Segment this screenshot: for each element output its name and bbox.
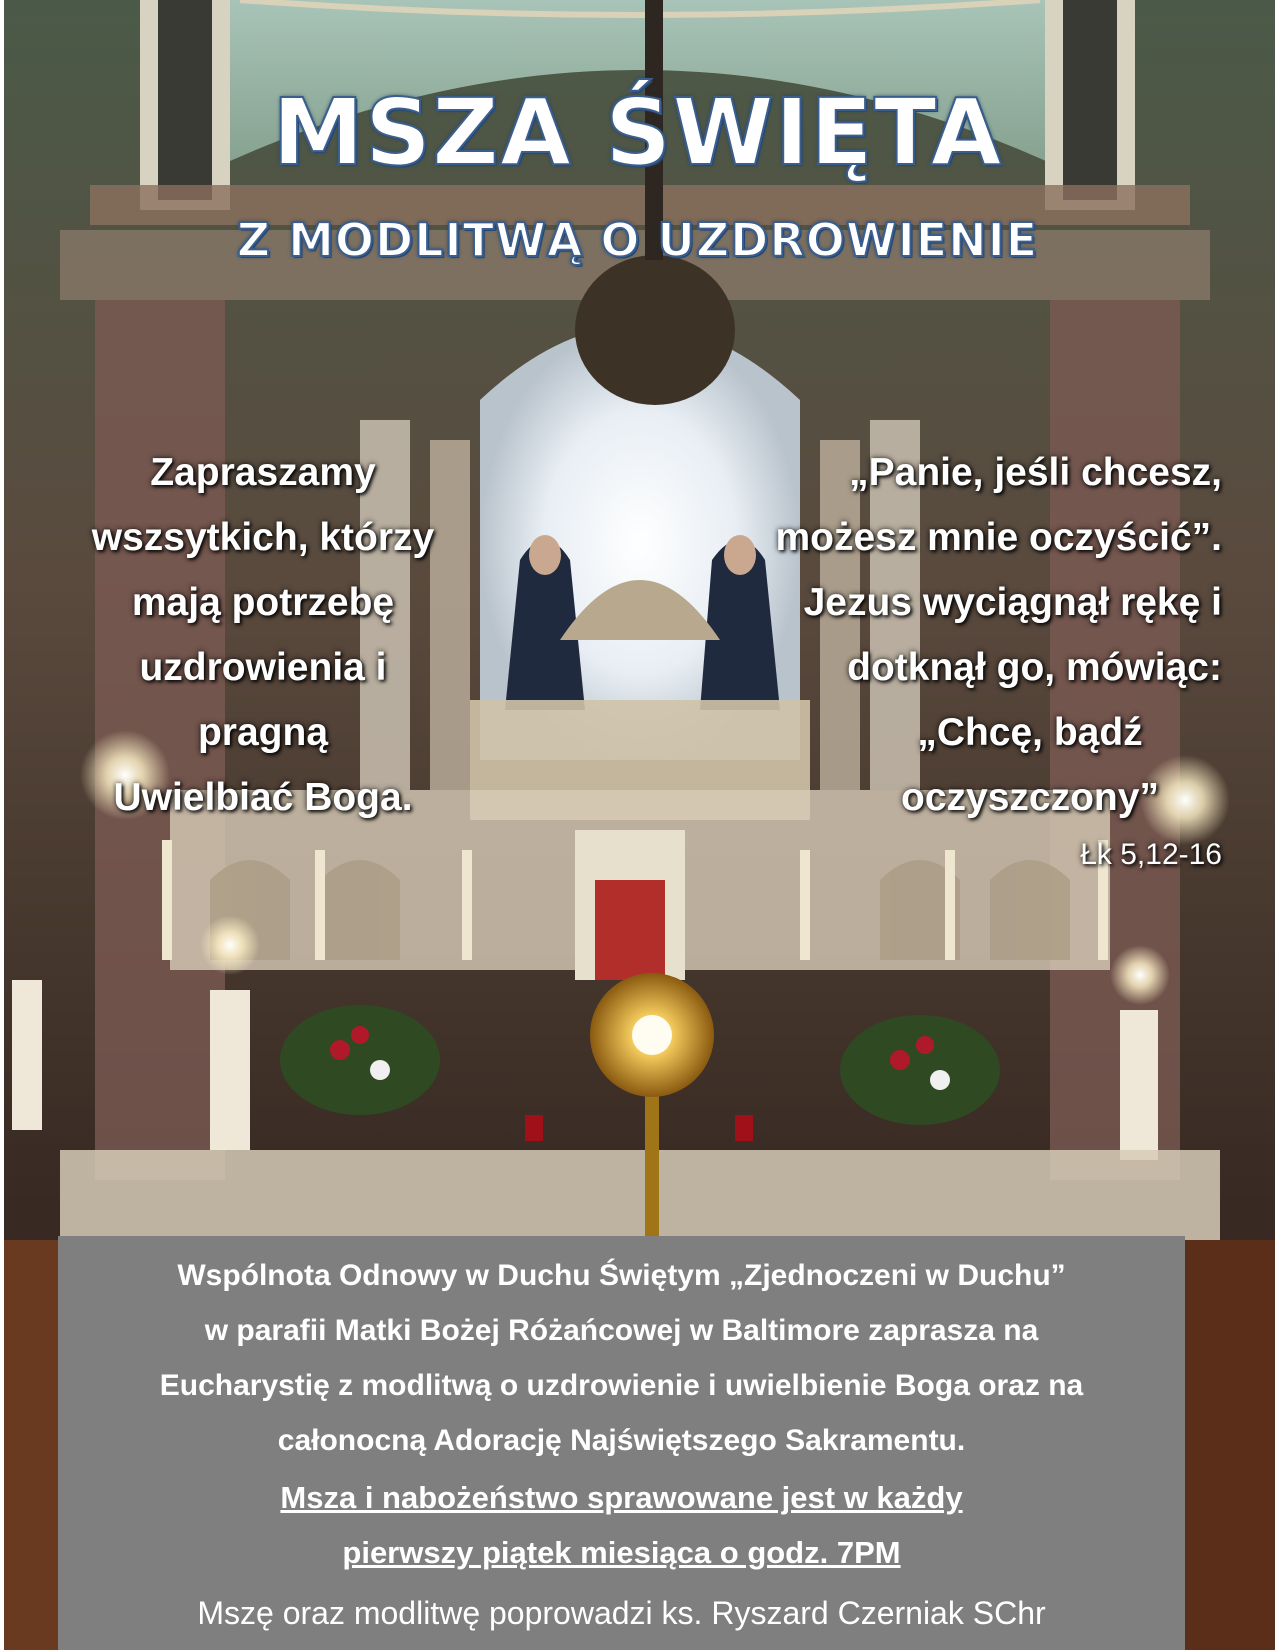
quote-line: możesz mnie oczyścić”. (775, 516, 1222, 559)
info-line: w parafii Matki Bożej Różańcowej w Baltimore zaprasza na (204, 1314, 1039, 1347)
invitation-line: uzdrowienia i (139, 646, 387, 689)
quote-line: dotknął go, mówiąc: (847, 646, 1222, 689)
info-line: Eucharystię z modlitwą o uzdrowienie i uwielbienie Boga oraz na (159, 1369, 1084, 1402)
invitation-line: mają potrzebę (131, 581, 395, 624)
info-line: Wspólnota Odnowy w Duchu Świętym „Zjednoczeni w Duchu” (177, 1259, 1066, 1292)
quote-line: „Panie, jeśli chcesz, (849, 451, 1222, 494)
quote-line: „Chcę, bądź (917, 711, 1143, 754)
info-paragraph (58, 1248, 1185, 1468)
invitation-text (78, 440, 448, 830)
bible-quote (770, 440, 1250, 880)
quote-line: Jezus wyciągnął rękę i (803, 581, 1222, 624)
schedule-text (58, 1470, 1185, 1580)
quote-line: oczyszczony” (901, 776, 1159, 819)
quote-reference: Łk 5,12-16 (1080, 838, 1222, 871)
invitation-line: Zapraszamy (150, 451, 376, 494)
schedule-line: pierwszy piątek miesiąca o godz. 7PM (342, 1535, 901, 1570)
invitation-line: Uwielbiać Boga. (113, 776, 413, 819)
info-line: całonocną Adorację Najświętszego Sakramentu. (277, 1424, 966, 1457)
invitation-line: pragną (197, 711, 329, 754)
subtitle: Z MODLITWĄ O UZDROWIENIE (236, 213, 1039, 267)
main-title: MSZA ŚWIĘTA (272, 79, 1003, 186)
invitation-line: wszsytkich, którzy (91, 516, 435, 559)
celebrant-text: Mszę oraz modlitwę poprowadzi ks. Ryszard Czerniak SChr (197, 1595, 1046, 1631)
schedule-line: Msza i nabożeństwo sprawowane jest w każdy (280, 1480, 963, 1515)
info-box (58, 1236, 1185, 1650)
